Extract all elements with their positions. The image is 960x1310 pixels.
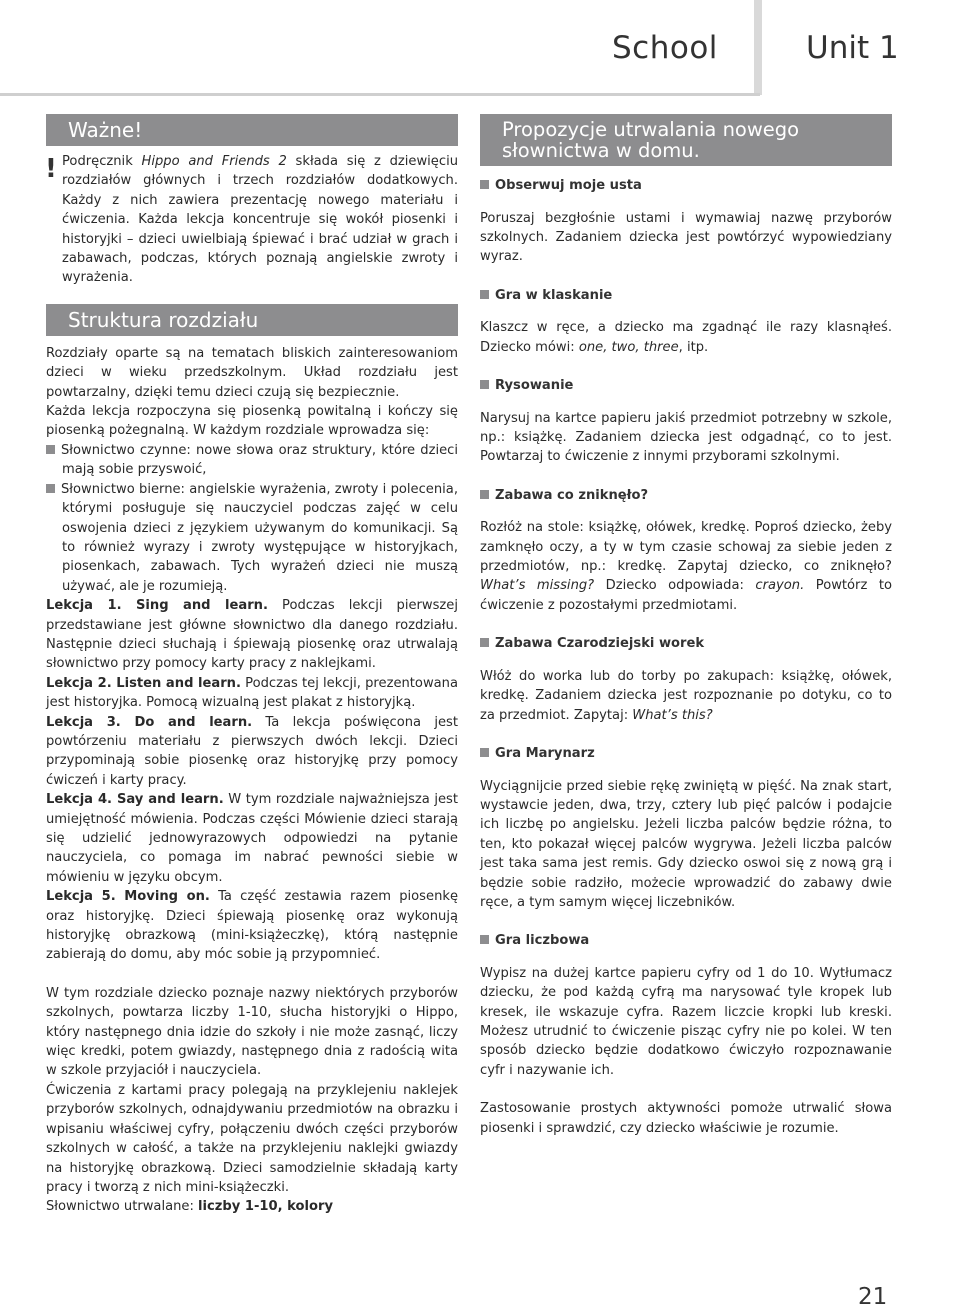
game-3-title bbox=[480, 376, 892, 395]
bullet-text: Słownictwo bierne: angielskie wyrażenia, zwroty i polecenia, którymi posługuje się nauczyciel podczas zajęć w celu oswojenia dzieci z językiem używanym do komunikacji. Są to również wyrazy i zwroty występujące w historyjkach, piosenkach, zabawach. Tych wyrażeń dzieci nie muszą używać, ale je rozumieją. bbox=[61, 481, 458, 594]
game-title-text: Obserwuj moje usta bbox=[495, 178, 642, 193]
lesson-2-label: Lekcja 2. Listen and learn. bbox=[46, 675, 241, 691]
lesson-5-label: Lekcja 5. Moving on. bbox=[46, 889, 210, 905]
bullet-square-icon bbox=[480, 180, 489, 189]
game-4-text-b: Dziecko odpowiada: bbox=[594, 578, 756, 594]
game-4-text bbox=[480, 518, 892, 615]
game-4-text-c: Powtórz to ćwiczenie z pozostałymi przedmiotami. bbox=[480, 578, 892, 613]
lesson-2-text: Podczas tej lekcji, prezentowana jest historyjka. Pomocą wizualną jest plakat z historyjką. bbox=[46, 675, 458, 711]
header-unit-label: Unit 1 bbox=[806, 30, 899, 66]
game-1-title bbox=[480, 176, 892, 195]
worksheet-summary: Ćwiczenia z kartami pracy polegają na przyklejeniu naklejek przyborów szkolnych, odnajdywaniu przedmiotów na obrazku i wpisaniu właściwej cyfry, połączeniu dwóch części przyborów szkolnych w całość, a także na przyklejeniu naklejki gwiazdy na historyjkę obrazkową. Dzieci samodzielnie składają karty pracy i tworzą z nich mini-książeczki. bbox=[46, 1082, 458, 1195]
important-heading: Ważne! bbox=[46, 114, 458, 146]
bullet-square-icon bbox=[480, 290, 489, 299]
bullet-passive-vocab bbox=[46, 480, 458, 596]
game-title-text: Gra liczbowa bbox=[495, 933, 590, 949]
vocab-value: liczby 1-10, kolory bbox=[198, 1199, 333, 1215]
game-2-title bbox=[480, 286, 892, 305]
bullet-square-icon bbox=[480, 380, 489, 389]
game-2-italic: one, two, three bbox=[578, 339, 679, 355]
lesson-2 bbox=[46, 674, 458, 713]
game-7-title bbox=[480, 931, 892, 950]
game-5-text bbox=[480, 667, 892, 725]
game-4-title bbox=[480, 486, 892, 505]
game-title-text: Gra Marynarz bbox=[495, 746, 595, 761]
bullet-square-icon bbox=[480, 748, 489, 757]
bullet-square-icon bbox=[46, 484, 55, 493]
lesson-1 bbox=[46, 596, 458, 674]
left-column bbox=[46, 114, 458, 1217]
bullet-text: Słownictwo czynne: nowe słowa oraz struktury, które dzieci mają sobie przyswoić, bbox=[61, 442, 458, 478]
lesson-4-label: Lekcja 4. Say and learn. bbox=[46, 792, 224, 808]
chapter-summary: W tym rozdziale dziecko poznaje nazwy niektórych przyborów szkolnych, powtarza liczby 1-10, słucha historyjki o Hippo, który następnego dnia idzie do szkoły i nie może zasnąć, liczy więc kredki, potem gwiazdy, następnego dnia z radością wita w szkole przyjaciół i nauczyciela. bbox=[46, 985, 458, 1079]
book-title: Hippo and Friends 2 bbox=[141, 154, 287, 169]
game-4-text-a: Rozłóż na stole: książkę, ołówek, kredkę. Poproś dziecko, żeby zamknęło oczy, a ty w tym czasie schowaj za siebie jeden z przedmiotów, np.: kredkę. Zapytaj dziecko, co zniknęło? bbox=[480, 520, 892, 575]
lesson-1-label: Lekcja 1. Sing and learn. bbox=[46, 598, 268, 614]
game-6-title bbox=[480, 744, 892, 763]
lesson-5 bbox=[46, 887, 458, 965]
game-5-text-a: Włóż do worka lub do torby po zakupach: książkę, ołówek, kredkę. Zadaniem dziecka jest rozpoznanie po dotyku, co to za przedmiot. Zapytaj: bbox=[480, 668, 892, 723]
vocab-label: Słownictwo utrwalane: bbox=[46, 1199, 199, 1215]
header-rule bbox=[0, 93, 760, 96]
game-2-text-b: , itp. bbox=[678, 339, 709, 355]
game-2-text bbox=[480, 318, 892, 357]
header-school-label: School bbox=[612, 30, 718, 66]
lesson-1-text: Podczas lekcji pierwszej przedstawiane jest główne słownictwo dla danego rozdziału. Następnie dzieci słuchają i śpiewają piosenkę oraz utrwalają słownictwo przy pomocy karty pracy z naklejkami. bbox=[46, 598, 458, 672]
lesson-4 bbox=[46, 790, 458, 887]
game-5-title bbox=[480, 634, 892, 653]
game-1-text: Poruszaj bezgłośnie ustami i wymawiaj nazwę przyborów szkolnych. Zadaniem dziecka jest powtórzyć wypowiedziany wyraz. bbox=[480, 210, 892, 265]
game-3-text: Narysuj na kartce papieru jakiś przedmiot potrzebny w szkole, np.: książkę. Zadaniem dziecka jest odgadnąć, co to jest. Powtarzaj to ćwiczenie z innymi przyborami szkolnymi. bbox=[480, 410, 892, 465]
exclamation-icon: ! bbox=[45, 154, 57, 184]
right-column bbox=[480, 114, 892, 1138]
game-title-text: Zabawa Czarodziejski worek bbox=[495, 636, 705, 652]
page-number: 21 bbox=[858, 1284, 888, 1310]
lesson-3-text: Ta lekcja poświęcona jest powtórzeniu materiału z pierwszych dwóch lekcji. Dzieci przypominają sobie piosenkę oraz historyjkę przy pomocy ćwiczeń i karty pracy. bbox=[46, 714, 458, 788]
structure-heading: Struktura rozdziału bbox=[46, 304, 458, 336]
structure-p1: Rozdziały oparte są na tematach bliskich zainteresowaniom dzieci w wieku przedszkolnym. Układ rozdziału jest powtarzalny, dzięki temu dzieci czują się bezpiecznie. bbox=[46, 345, 458, 400]
structure-p2: Każda lekcja rozpoczyna się piosenką powitalną i kończy się piosenką pożegnalną. W każdym rozdziale wprowadza się: bbox=[46, 404, 458, 439]
bullet-square-icon bbox=[480, 490, 489, 499]
important-text-a: Podręcznik bbox=[62, 154, 142, 169]
game-2-text-a: Klaszcz w ręce, a dziecko ma zgadnąć ile razy klasnąłeś. Dziecko mówi: bbox=[480, 320, 892, 355]
home-practice-heading: Propozycje utrwalania nowego słownictwa w domu. bbox=[480, 114, 892, 166]
important-box bbox=[46, 152, 458, 288]
lesson-3-label: Lekcja 3. Do and learn. bbox=[46, 714, 253, 730]
game-4-italic-1: What’s missing? bbox=[480, 578, 595, 594]
lesson-5-text: Ta część zestawia razem piosenkę oraz historyjkę. Dzieci śpiewają piosenkę oraz wykonują historyjkę obrazkową (mini-książeczkę), którą następnie zabierają do domu, aby móc sobie ją przypomnieć. bbox=[46, 889, 458, 963]
vocab-line bbox=[46, 1197, 458, 1216]
lesson-4-text: W tym rozdziale najważniejsza jest umiejętność mówienia. Podczas części Mówienie dzieci starają się udzielić jednowyrazowych odpowiedzi na pytanie nauczyciela, co pomaga im nabrać pewności siebie w mówieniu w języku obcym. bbox=[46, 792, 458, 885]
bullet-square-icon bbox=[46, 445, 55, 454]
game-title-text: Gra w klaskanie bbox=[495, 287, 613, 303]
game-title-text: Zabawa co zniknęło? bbox=[495, 487, 649, 503]
important-text-b: składa się z dziewięciu rozdziałów głównych i trzech rozdziałów dodatkowych. Każdy z nich zawiera prezentację nowego materiału i ćwiczenia. Każda lekcja koncentruje się wokół piosenki i historyjki – dzieci uwielbiają śpiewać i brać udział w grach i zabawach, podczas, których poznają angielskie zwroty i wyrażenia. bbox=[62, 154, 458, 286]
game-4-italic-2: crayon. bbox=[755, 578, 805, 594]
lesson-3 bbox=[46, 713, 458, 791]
game-6-text: Wyciągnijcie przed siebie rękę zwiniętą w pięść. Na znak start, wystawcie jeden, dwa, trzy, cztery lub pięć palców i podajcie ich liczbę po angielsku. Jeżeli liczba palców będzie różna, to ten, kto pokazał więcej palców wygrywa. Jeżeli liczba palców jest taka sama jest remis. Gdy dziecko oswoi się z nową grą i będzie sobie radziło, możecie wprowadzić do zabawy dwie ręce, a tym samym więcej liczebników. bbox=[480, 778, 892, 910]
closing-text: Zastosowanie prostych aktywności pomoże utrwalić słowa piosenki i sprawdzić, czy dziecko właściwie je rozumie. bbox=[480, 1101, 892, 1136]
bullet-square-icon bbox=[480, 638, 489, 647]
game-5-italic: What’s this? bbox=[632, 707, 713, 723]
important-text bbox=[62, 152, 458, 288]
bullet-active-vocab bbox=[46, 441, 458, 480]
game-title-text: Rysowanie bbox=[495, 378, 574, 394]
bullet-square-icon bbox=[480, 935, 489, 944]
game-7-text: Wypisz na dużej kartce papieru cyfry od 1 do 10. Wytłumacz dziecku, że pod każdą cyfrą ma narysować tyle kropek lub kresek, ile wskazuje cyfra. Razem liczcie kropki lub kreski. Możesz utrudnić to ćwiczenie pisząc cyfry nie po kolei. W ten sposób dziecko będzie dodatkowo ćwiczyło rozpoznawanie cyfr i nazywanie ich. bbox=[480, 965, 892, 1078]
